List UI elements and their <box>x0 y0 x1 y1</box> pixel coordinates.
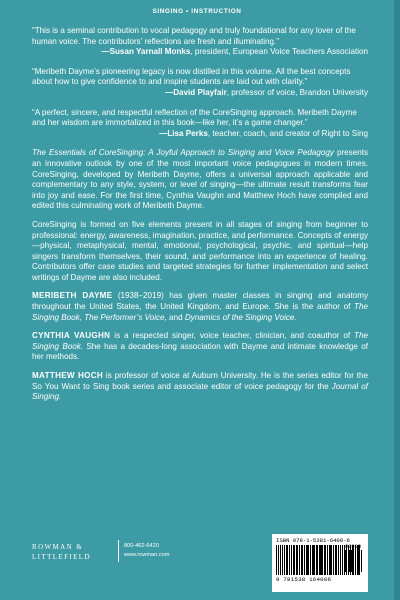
bio-name: MERIBETH DAYME <box>32 291 113 301</box>
quote-attribution <box>32 88 368 99</box>
barcode-bar <box>296 545 297 575</box>
barcode-bar <box>313 545 315 575</box>
quote-author: —Susan Yarnall Monks <box>101 47 191 57</box>
quote-role: , teacher, coach, and creator of Right to Sing <box>207 128 368 138</box>
back-cover-text <box>32 26 368 411</box>
publisher-phone: 800-462-6420 <box>124 543 159 549</box>
bio-text: (1938–2019) has given master classes in singing and anatomy throughout the United States, the United Kingdom, and Europe. She is the author of <box>32 291 368 312</box>
barcode-bar <box>293 545 295 575</box>
quote-attribution <box>32 47 368 58</box>
quote-role: , president, European Voice Teachers Association <box>190 47 368 57</box>
barcode-bar <box>301 545 303 575</box>
spine-edge <box>394 0 400 600</box>
elements-paragraph: CoreSinging is formed on five elements present in all stages of singing from beginner to professional: energy, awareness, imagination, practice, and performance. Concepts of energy—physical, metaphysical, mental, emotional, psychological, psychic, and spiritual—help singers transform themselves, their sound, and performance into an experience of healing. Contributors offer case studies and targeted strategies for further implementation and select writings of Dayme are also included. <box>32 219 368 282</box>
ean-number: 9 781538 164006 <box>276 576 332 583</box>
barcode-bar <box>291 545 293 575</box>
addon-bar <box>351 550 353 572</box>
barcode-bar <box>289 545 290 575</box>
bio-text: She has a decades-long association with Dayme and intimate knowledge of her methods. <box>32 341 368 362</box>
quote-text: “This is a seminal contribution to vocal pedagogy and truly foundational for any lover of the human voice. The contributors’ reflections are fresh and illuminating.” <box>32 26 356 46</box>
quote-role: , professor of voice, Brandon University <box>226 87 368 97</box>
barcode-bar <box>335 545 337 575</box>
bio-text: is a respected singer, voice teacher, clinician, and coauthor of <box>110 331 355 341</box>
quote-author: —David Playfair <box>165 87 227 97</box>
bio-text: and <box>166 312 185 322</box>
barcode-bar <box>280 545 282 575</box>
bio-name: MATTHEW HOCH <box>32 371 104 381</box>
barcode <box>272 534 368 592</box>
endorsement-3 <box>32 108 368 140</box>
addon-bar <box>361 550 362 572</box>
book-title: The Essentials of CoreSinging: A Joyful Approach to Singing and Voice Pedagogy <box>32 148 334 158</box>
endorsement-1 <box>32 26 368 58</box>
addon-bar <box>345 550 347 572</box>
bio-works: The Singing Book, The Performer’s Voice, <box>32 302 368 322</box>
isbn-label: ISBN 978-1-5381-6400-6 <box>276 537 350 544</box>
bio-vaughn <box>32 331 368 363</box>
bio-works: Journal of Singing. <box>32 381 368 402</box>
publisher-line-2: LITTLEFIELD <box>32 553 91 561</box>
addon-number: 90000 <box>344 544 362 550</box>
bio-text: is professor of voice at Auburn University. He is the series editor for the So You Want to Sing book series and associate editor of voice pedagogy for the <box>32 371 369 391</box>
publisher-logo <box>32 542 114 562</box>
bio-works: Dynamics of the Singing Voice. <box>184 312 297 322</box>
quote-text: “A perfect, sincere, and respectful reflection of the CoreSinging approach. Meribeth Dayme and her wisdom are immortalized in this book—like her, it’s a game changer.” <box>32 107 357 128</box>
barcode-bar <box>329 545 331 575</box>
publisher-line-1: ROWMAN & <box>32 543 84 551</box>
barcode-bar <box>333 545 334 575</box>
bio-name: CYNTHIA VAUGHN <box>32 331 111 341</box>
publisher-contact <box>124 542 169 560</box>
bio-hoch <box>32 371 368 403</box>
barcode-bar <box>286 545 288 575</box>
addon-bar <box>358 550 360 572</box>
barcode-bar <box>307 545 309 575</box>
quote-text: “Meribeth Dayme’s pioneering legacy is now distilled in this volume. All the best concepts about how to give confidence to and inspire students are laid out with clarity.” <box>32 66 351 87</box>
price-addon <box>342 544 364 572</box>
endorsement-2 <box>32 67 368 99</box>
bio-dayme <box>32 291 368 323</box>
quote-author: —Lisa Perks <box>159 128 208 138</box>
barcode-bar <box>282 545 283 575</box>
barcode-bar <box>327 545 328 575</box>
barcode-bar <box>316 545 318 575</box>
category-label: SINGING • INSTRUCTION <box>152 8 242 15</box>
publisher-url: www.rowman.com <box>124 552 170 558</box>
barcode-bar <box>320 545 322 575</box>
footer <box>32 534 368 590</box>
addon-bars <box>342 550 364 572</box>
book-description <box>32 148 368 212</box>
barcode-bar <box>276 545 277 575</box>
quote-attribution <box>32 129 368 140</box>
bio-works: The Singing Book. <box>32 331 368 351</box>
divider <box>118 540 119 562</box>
description-text: presents an innovative outlook by one of the most important voice pedagogues in modern times. CoreSinging, developed by Meribeth Dayme, offers a universal approach applicable and complementary to any style, system, or level of singing—the ultimate result transforms fear into joy and ease. For the first time, Cynthia Vaughn and Matthew Hoch have compiled and edited this culminating work of Meribeth Dayme. <box>32 148 369 211</box>
